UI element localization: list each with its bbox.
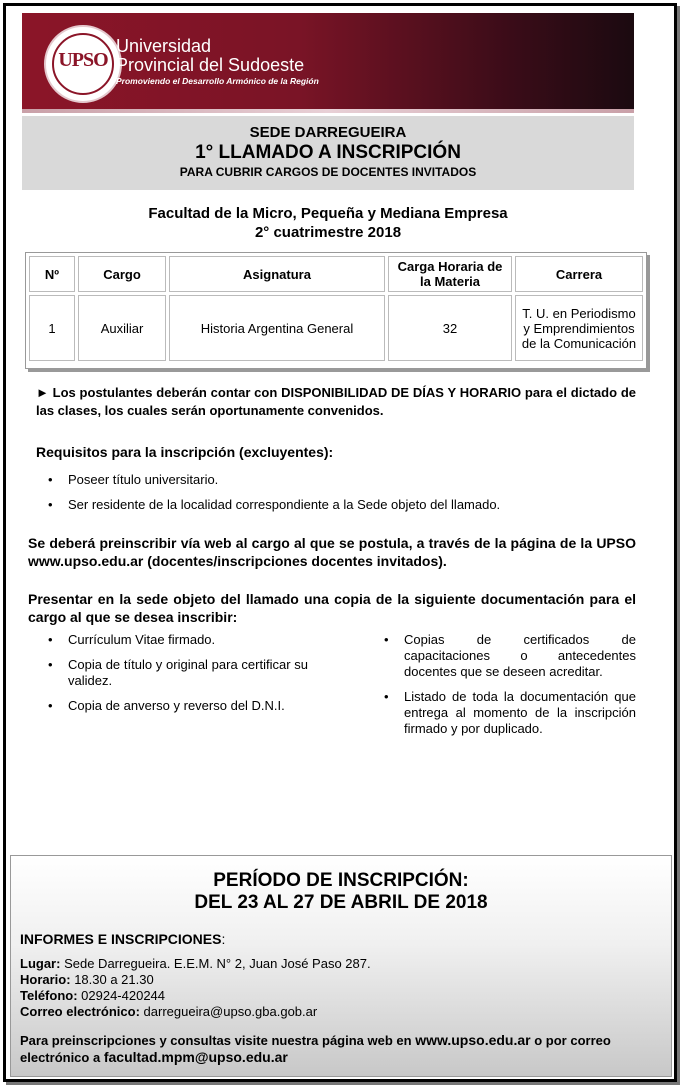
header-banner (22, 13, 634, 113)
positions-table (25, 252, 647, 369)
documents-list-right (372, 632, 636, 746)
footer-web-link[interactable]: www.upso.edu.ar (415, 1032, 531, 1048)
lugar-value: Sede Darregueira. E.E.M. N° 2, Juan José Paso 287. (64, 956, 371, 971)
email-line (20, 1004, 371, 1020)
logo-text: UPSO (58, 49, 108, 71)
footer-text-1: Para preinscripciones y consultas visite nuestra página web en (20, 1033, 412, 1048)
list-item: • Listado de toda la documentación que entrega al momento de la inscripción firmado y por duplicado. (372, 689, 636, 737)
footer-email-link[interactable]: facultad.mpm@upso.edu.ar (103, 1049, 288, 1065)
availability-note: ► Los postulantes deberán contar con DISPONIBILIDAD DE DÍAS Y HORARIO para el dictado de las clases, los cuales serán oportunamente convenidos. (36, 385, 636, 418)
email-value: darregueira@upso.gba.gob.ar (143, 1004, 318, 1019)
title-box (22, 116, 634, 190)
table-cell: Historia Argentina General (169, 295, 385, 361)
requirements-title: Requisitos para la inscripción (excluyentes): (36, 444, 334, 460)
university-logo (44, 25, 122, 103)
faculty-name: Facultad de la Micro, Pequeña y Mediana Empresa (148, 205, 508, 222)
contact-details (20, 956, 371, 1020)
banner-stripe (22, 109, 634, 113)
period-title-line1: PERÍODO DE INSCRIPCIÓN: (213, 870, 469, 891)
email-label: Correo electrónico: (20, 1004, 140, 1019)
table-header-row (29, 256, 643, 292)
column-header: Carga Horaria de la Materia (388, 256, 512, 292)
sede-title: SEDE DARREGUEIRA (249, 124, 407, 141)
lugar-label: Lugar: (20, 956, 61, 971)
list-item: • Copia de título y original para certificar su validez. (36, 657, 308, 689)
informes-heading (20, 931, 225, 947)
table-cell: Auxiliar (78, 295, 166, 361)
telefono-line (20, 988, 371, 1004)
list-item: • Copia de anverso y reverso del D.N.I. (36, 698, 308, 714)
call-subtitle: PARA CUBRIR CARGOS DE DOCENTES INVITADOS (179, 165, 477, 179)
table-cell: T. U. en Periodismo y Emprendimientos de la Comunicación (515, 295, 643, 361)
informes-label: INFORMES E INSCRIPCIONES (20, 931, 222, 947)
university-name (116, 37, 304, 75)
horario-label: Horario: (20, 972, 71, 987)
footer-note (20, 1032, 665, 1066)
university-name-line2: Provincial del Sudoeste (116, 55, 305, 75)
requirements-list (36, 472, 636, 522)
table-row (29, 295, 643, 361)
lugar-line (20, 956, 371, 972)
web-preregistration-note: Se deberá preinscribir vía web al cargo al que se postula, a través de la página de la UPSO www.upso.edu.ar (docentes/inscripciones docentes invitados). (28, 535, 636, 569)
faculty-heading (22, 204, 634, 242)
period-dates: DEL 23 AL 27 DE ABRIL DE 2018 (194, 892, 488, 913)
list-item: • Currículum Vitae firmado. (36, 632, 308, 648)
footer-text-2: o por correo electrónico a (20, 1033, 611, 1065)
column-header: Cargo (78, 256, 166, 292)
list-item: • Copias de certificados de capacitaciones o antecedentes docentes que se deseen acreditar. (372, 632, 636, 680)
faculty-term: 2° cuatrimestre 2018 (254, 224, 402, 241)
column-header: Carrera (515, 256, 643, 292)
university-slogan: Promoviendo el Desarrollo Armónico de la Región (116, 76, 319, 86)
column-header: Nº (29, 256, 75, 292)
period-title (11, 870, 671, 914)
horario-value: 18.30 a 21.30 (74, 972, 154, 987)
informes-colon: : (221, 931, 226, 947)
list-item: • Ser residente de la localidad correspondiente a la Sede objeto del llamado. (36, 497, 636, 513)
table-cell: 32 (388, 295, 512, 361)
registration-period-box (10, 855, 672, 1077)
telefono-label: Teléfono: (20, 988, 78, 1003)
telefono-value: 02924-420244 (81, 988, 166, 1003)
horario-line (20, 972, 371, 988)
documents-intro: Presentar en la sede objeto del llamado una copia de la siguiente documentación para el cargo al que se desea inscribir: (28, 591, 636, 625)
documents-list-left (36, 632, 308, 723)
table-cell: 1 (29, 295, 75, 361)
llamado-title: 1° LLAMADO A INSCRIPCIÓN (195, 142, 461, 163)
list-item: • Poseer título universitario. (36, 472, 636, 488)
university-name-line1: Universidad (116, 36, 212, 56)
column-header: Asignatura (169, 256, 385, 292)
